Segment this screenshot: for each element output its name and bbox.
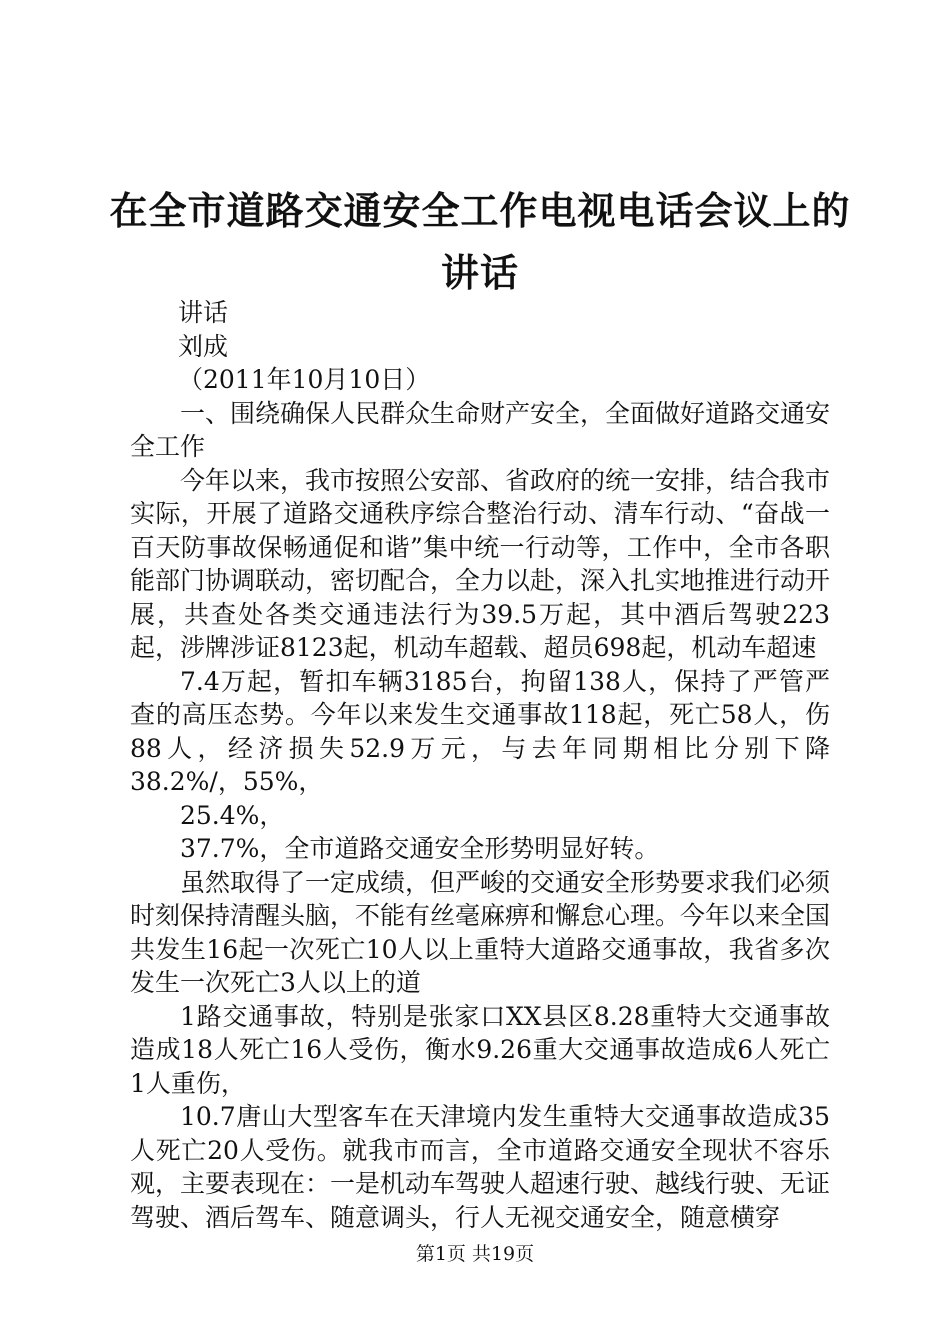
paragraph: 25.4%，: [180, 800, 285, 830]
page-footer: 第1页 共19页: [415, 1243, 535, 1265]
paragraph: 1路交通事故，特别是张家口XX县区8.28重特大交通事故造成18人死亡16人受伤，衡水9.26重大交通事故造成6人死亡1人重伤，: [130, 1001, 830, 1098]
paragraph: 今年以来，我市按照公安部、省政府的统一安排，结合我市实际，开展了道路交通秩序综合整治行动、清车行动、“奋战一百天防事故保畅通促和谐”集中统一行动等，工作中，全市各职能部门协调联动，密切配合，全力以赴，深入扎实地推进行动开展，共查处各类交通违法行为39.5万起，其中酒后驾驶223起，涉牌涉证8123起，机动车超载、超员698起，机动车超速: [130, 465, 831, 662]
paragraph: 7.4万起，暂扣车辆3185台，拘留138人，保持了严管严查的高压态势。今年以来发生交通事故118起，死亡58人，伤88人，经济损失52.9万元，与去年同期相比分别下降38.2%/，55%，: [130, 666, 830, 796]
paragraph-date: （2011年10月10日）: [178, 365, 431, 394]
section-heading: 一、围绕确保人民群众生命财产安全，全面做好道路交通安全工作: [130, 398, 831, 461]
document-title: 在全市道路交通安全工作电视电话会议上的讲话: [109, 188, 851, 295]
paragraph-speaker-name: 刘成: [178, 331, 229, 361]
paragraph: 虽然取得了一定成绩，但严峻的交通安全形势要求我们必须时刻保持清醒头脑，不能有丝毫麻痹和懈怠心理。今年以来全国共发生16起一次死亡10人以上重特大道路交通事故，我省多次发生一次死亡3人以上的道: [130, 867, 831, 997]
paragraph: 10.7唐山大型客车在天津境内发生重特大交通事故造成35人死亡20人受伤。就我市而言，全市道路交通安全现状不容乐观，主要表现在：一是机动车驾驶人超速行驶、越线行驶、无证驾驶、酒后驾车、随意调头，行人无视交通安全，随意横穿: [130, 1102, 831, 1232]
paragraph-speech-label: 讲话: [178, 298, 229, 327]
document-body: [130, 296, 830, 1234]
paragraph: 37.7%，全市道路交通安全形势明显好转。: [180, 834, 660, 863]
